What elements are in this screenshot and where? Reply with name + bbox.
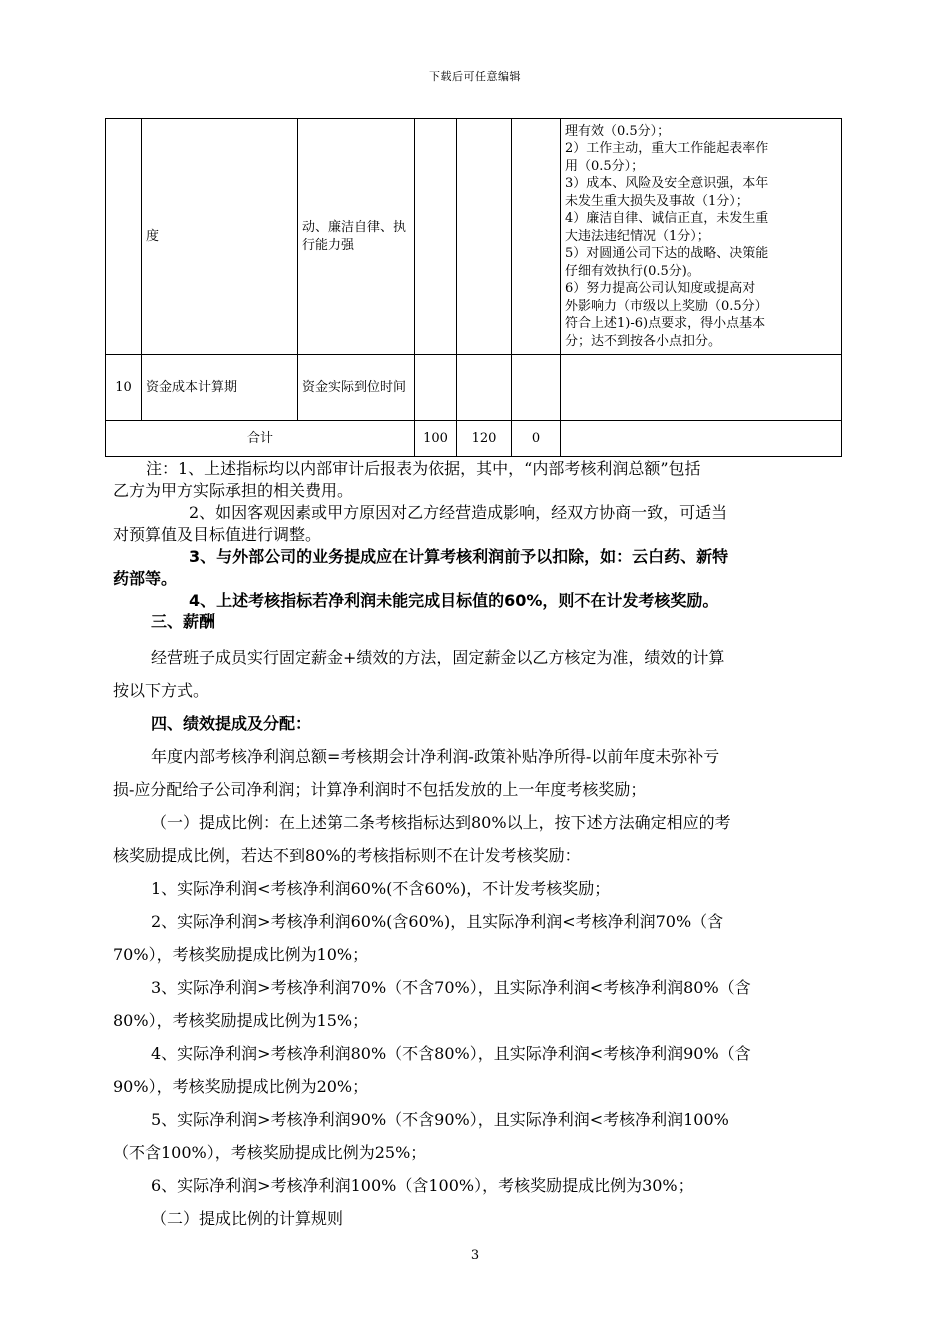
sub1-line: 核奖励提成比例，若达不到80%的考核指标则不在计发考核奖励： bbox=[113, 846, 581, 865]
row-value-cell bbox=[512, 119, 561, 355]
row-value-cell bbox=[512, 355, 561, 421]
note-line: 药部等。 bbox=[113, 569, 178, 588]
note-line: 2、如因客观因素或甲方原因对乙方经营造成影响，经双方协商一致，可适当 bbox=[189, 503, 728, 522]
note-4 bbox=[113, 590, 843, 612]
sub1-line: （一）提成比例：在上述第二条考核指标达到80%以上，按下述方法确定相应的考 bbox=[151, 813, 731, 832]
row-value-cell bbox=[457, 355, 512, 421]
formula-line: 年度内部考核净利润总额=考核期会计净利润-政策补贴净所得-以前年度未弥补亏 bbox=[151, 747, 720, 766]
row-name-cell: 度 bbox=[142, 119, 298, 355]
section-3-line: 按以下方式。 bbox=[113, 681, 210, 700]
detail-line: 分；达不到按各小点扣分。 bbox=[565, 333, 722, 349]
ratio-item-5: 5、实际净利润>考核净利润90%（不含90%），且实际净利润<考核净利润100% bbox=[151, 1110, 729, 1129]
note-line: 对预算值及目标值进行调整。 bbox=[113, 525, 322, 544]
detail-line: 4）廉洁自律、诚信正直，未发生重 bbox=[565, 211, 769, 227]
total-detail-cell bbox=[561, 421, 842, 457]
detail-line: 未发生重大损失及事故（1分）； bbox=[565, 193, 749, 209]
detail-line: 符合上述1)-6)点要求，得小点基本 bbox=[565, 316, 766, 332]
section-4-title: 四、绩效提成及分配： bbox=[151, 714, 312, 733]
detail-line: 3）成本、风险及安全意识强，本年 bbox=[565, 176, 769, 192]
ratio-item-6: 6、实际净利润>考核净利润100%（含100%），考核奖励提成比例为30%； bbox=[151, 1176, 694, 1195]
ratio-item-2: 2、实际净利润>考核净利润60%(含60%)，且实际净利润<考核净利润70%（含 bbox=[151, 912, 724, 931]
section-4-body bbox=[113, 707, 843, 1235]
row-detail-cell bbox=[561, 119, 842, 355]
section-3-body bbox=[113, 641, 843, 707]
detail-line: 外影响力（市级以上奖励（0.5分） bbox=[565, 298, 768, 314]
detail-line: 大违法违纪情况（1分）； bbox=[565, 228, 710, 244]
sub2-heading: （二）提成比例的计算规则 bbox=[151, 1209, 344, 1228]
notes-block bbox=[113, 458, 843, 612]
ratio-item-5-cont: （不含100%），考核奖励提成比例为25%； bbox=[113, 1143, 427, 1162]
ratio-item-4-cont: 90%），考核奖励提成比例为20%； bbox=[113, 1077, 369, 1096]
note-line: 注：1、上述指标均以内部审计后报表为依据，其中，“内部考核利润总额”包括 bbox=[146, 459, 701, 478]
ratio-item-3-cont: 80%），考核奖励提成比例为15%； bbox=[113, 1011, 369, 1030]
row-name-cell: 资金成本计算期 bbox=[142, 355, 298, 421]
table-total-row bbox=[106, 421, 842, 457]
row-no-cell: 10 bbox=[106, 355, 142, 421]
detail-line: 用（0.5分）； bbox=[565, 158, 645, 174]
note-line: 3、与外部公司的业务提成应在计算考核利润前予以扣除，如：云白药、新特 bbox=[189, 547, 729, 566]
detail-line: 6）努力提高公司认知度或提高对 bbox=[565, 281, 756, 297]
detail-line: 2）工作主动，重大工作能起表率作 bbox=[565, 141, 769, 157]
section-3-line: 经营班子成员实行固定薪金+绩效的方法，固定薪金以乙方核定为准，绩效的计算 bbox=[151, 648, 725, 667]
assessment-table bbox=[105, 118, 842, 457]
page-header: 下载后可任意编辑 bbox=[429, 70, 521, 83]
row-value-cell bbox=[457, 119, 512, 355]
section-3-title-block bbox=[113, 611, 843, 633]
total-value-cell: 100 bbox=[415, 421, 457, 457]
formula-line: 损-应分配给子公司净利润；计算净利润时不包括发放的上一年度考核奖励； bbox=[113, 780, 647, 799]
ratio-item-2-cont: 70%），考核奖励提成比例为10%； bbox=[113, 945, 369, 964]
note-1 bbox=[113, 458, 843, 502]
row-basis-cell: 资金实际到位时间 bbox=[298, 355, 415, 421]
total-value-cell: 120 bbox=[457, 421, 512, 457]
ratio-item-3: 3、实际净利润>考核净利润70%（不含70%），且实际净利润<考核净利润80%（含 bbox=[151, 978, 751, 997]
ratio-item-4: 4、实际净利润>考核净利润80%（不含80%），且实际净利润<考核净利润90%（含 bbox=[151, 1044, 751, 1063]
row-no-cell bbox=[106, 119, 142, 355]
table-row-10 bbox=[106, 355, 842, 421]
section-3-title: 三、薪酬 bbox=[151, 612, 216, 631]
detail-line: 理有效（0.5分）； bbox=[565, 123, 671, 139]
page-number: 3 bbox=[470, 1248, 480, 1263]
total-value-cell: 0 bbox=[512, 421, 561, 457]
detail-line: 仔细有效执行(0.5分)。 bbox=[565, 263, 700, 279]
note-3 bbox=[113, 546, 843, 590]
ratio-item-1: 1、实际净利润<考核净利润60%(不含60%)，不计发考核奖励； bbox=[151, 879, 611, 898]
table-row-9 bbox=[106, 119, 842, 355]
row-basis-cell: 动、廉洁自律、执行能力强 bbox=[298, 119, 415, 355]
row-value-cell bbox=[415, 119, 457, 355]
note-line: 4、上述考核指标若净利润未能完成目标值的60%，则不在计发考核奖励。 bbox=[189, 591, 719, 610]
note-line: 乙方为甲方实际承担的相关费用。 bbox=[113, 481, 354, 500]
note-2 bbox=[113, 502, 843, 546]
row-value-cell bbox=[415, 355, 457, 421]
total-label-cell: 合计 bbox=[106, 421, 415, 457]
detail-line: 5）对圆通公司下达的战略、决策能 bbox=[565, 246, 769, 262]
row-detail-cell bbox=[561, 355, 842, 421]
